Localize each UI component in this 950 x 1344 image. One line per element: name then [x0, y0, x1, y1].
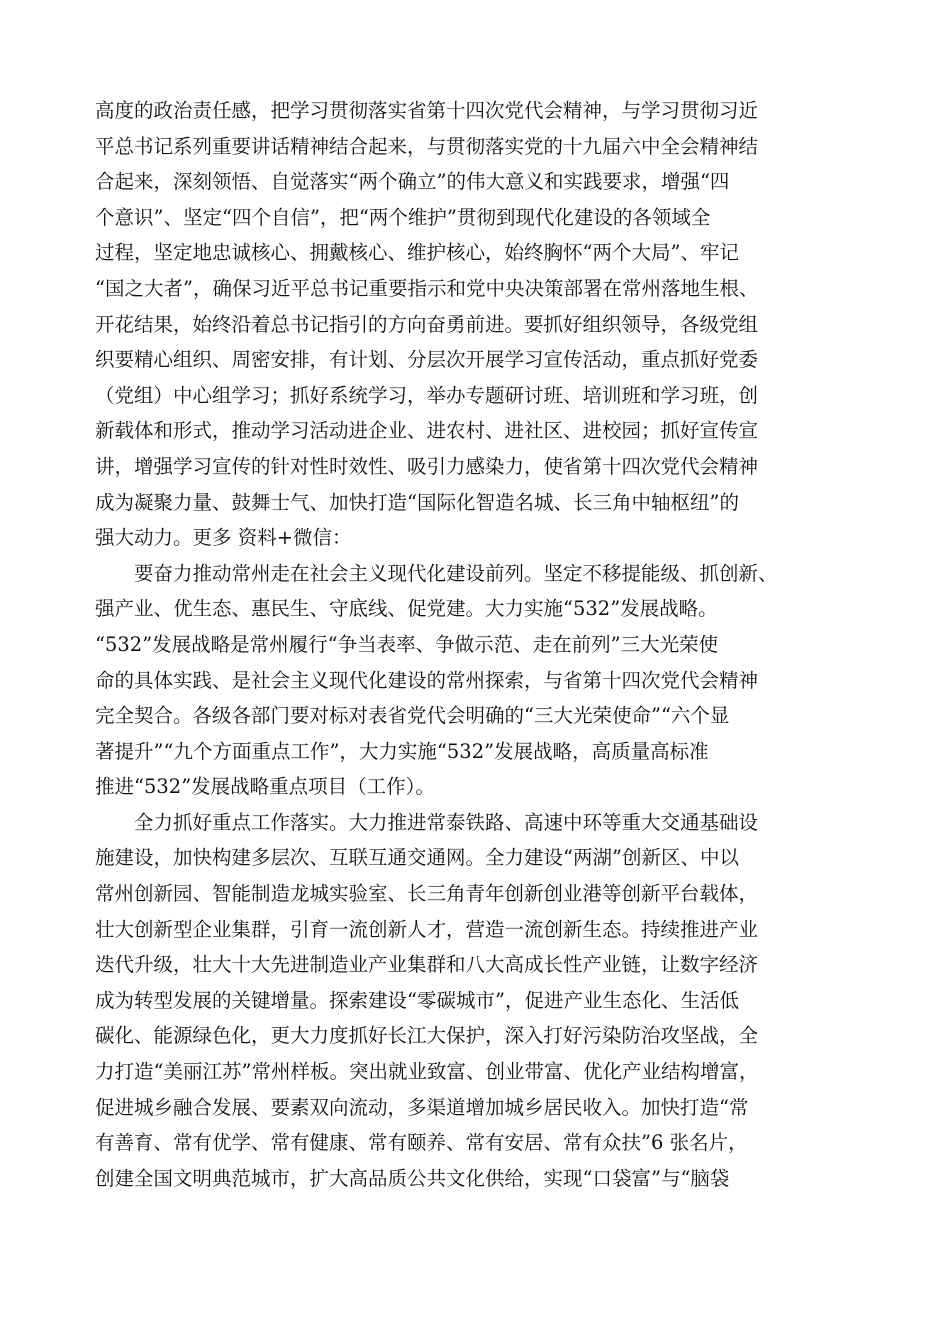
text-line: 推进“532”发展战略重点项目（工作）。: [95, 775, 435, 799]
text-line: 过程，坚定地忠诚核心、拥戴核心、维护核心，始终胸怀“两个大局”、牢记: [95, 241, 739, 265]
text-line: 强产业、优生态、惠民生、守底线、促党建。大力实施“532”发展战略。: [95, 597, 718, 621]
text-line: 个意识”、坚定“四个自信”，把“两个维护”贯彻到现代化建设的各领域全: [95, 205, 711, 229]
text-line: 创建全国文明典范城市，扩大高品质公共文化供给，实现“口袋富”与“脑袋: [95, 1166, 730, 1190]
text-line: 讲，增强学习宣传的针对性时效性、吸引力感染力，使省第十四次党代会精神: [95, 454, 759, 478]
text-line: 命的具体实践、是社会主义现代化建设的常州探索，与省第十四次党代会精神: [95, 668, 759, 692]
text-line: 著提升”“九个方面重点工作”，大力实施“532”发展战略，高质量高标准: [95, 739, 709, 763]
text-line: 强大动力。更多 资料+微信：: [95, 526, 352, 550]
text-line: 完全契合。各级各部门要对标对表省党代会明确的“三大光荣使命”“六个显: [95, 704, 730, 728]
text-line: 平总书记系列重要讲话精神结合起来，与贯彻落实党的十九届六中全会精神结: [95, 134, 759, 158]
text-line: 施建设，加快构建多层次、互联互通交通网。全力建设“两湖”创新区、中以: [95, 846, 739, 870]
text-line: （党组）中心组学习；抓好系统学习，举办专题研讨班、培训班和学习班，创: [95, 383, 759, 407]
text-line: 壮大创新型企业集群，引育一流创新人才，营造一流创新生态。持续推进产业: [95, 917, 759, 941]
text-line: “国之大者”，确保习近平总书记重要指示和党中央决策部署在常州落地生根、: [95, 276, 759, 300]
text-line: 成为凝聚力量、鼓舞士气、加快打造“国际化智造名城、长三角中轴枢纽”的: [95, 490, 739, 514]
text-line: 成为转型发展的关键增量。探索建设“零碳城市”，促进产业生态化、生活低: [95, 988, 739, 1012]
text-line: 织要精心组织、周密安排，有计划、分层次开展学习宣传活动，重点抓好党委: [95, 348, 759, 372]
text-line: 新载体和形式，推动学习活动进企业、进农村、进社区、进校园；抓好宣传宣: [95, 419, 759, 443]
text-line: 迭代升级，壮大十大先进制造业产业集群和八大高成长性产业链，让数字经济: [95, 953, 759, 977]
text-line: 常州创新园、智能制造龙城实验室、长三角青年创新创业港等创新平台载体，: [95, 882, 759, 906]
text-line: 合起来，深刻领悟、自觉落实“两个确立”的伟大意义和实践要求，增强“四: [95, 170, 730, 194]
text-line: 碳化、能源绿色化，更大力度抓好长江大保护，深入打好污染防治攻坚战，全: [95, 1024, 759, 1048]
text-line: 力打造“美丽江苏”常州样板。突出就业致富、创业带富、优化产业结构增富，: [95, 1060, 759, 1084]
text-line: “532”发展战略是常州履行“争当表率、争做示范、走在前列”三大光荣使: [95, 632, 719, 656]
text-line: 开花结果，始终沿着总书记指引的方向奋勇前进。要抓好组织领导，各级党组: [95, 312, 759, 336]
text-line: 促进城乡融合发展、要素双向流动，多渠道增加城乡居民收入。加快打造“常: [95, 1095, 749, 1119]
text-line: 全力抓好重点工作落实。大力推进常泰铁路、高速中环等重大交通基础设: [95, 810, 759, 834]
text-line: 高度的政治责任感，把学习贯彻落实省第十四次党代会精神，与学习贯彻习近: [95, 99, 759, 122]
text-line: 要奋力推动常州走在社会主义现代化建设前列。坚定不移提能级、抓创新、: [95, 561, 778, 585]
document-body: [95, 93, 860, 1196]
text-line: 有善育、常有优学、常有健康、常有颐养、常有安居、常有众扶”6 张名片，: [95, 1131, 748, 1155]
